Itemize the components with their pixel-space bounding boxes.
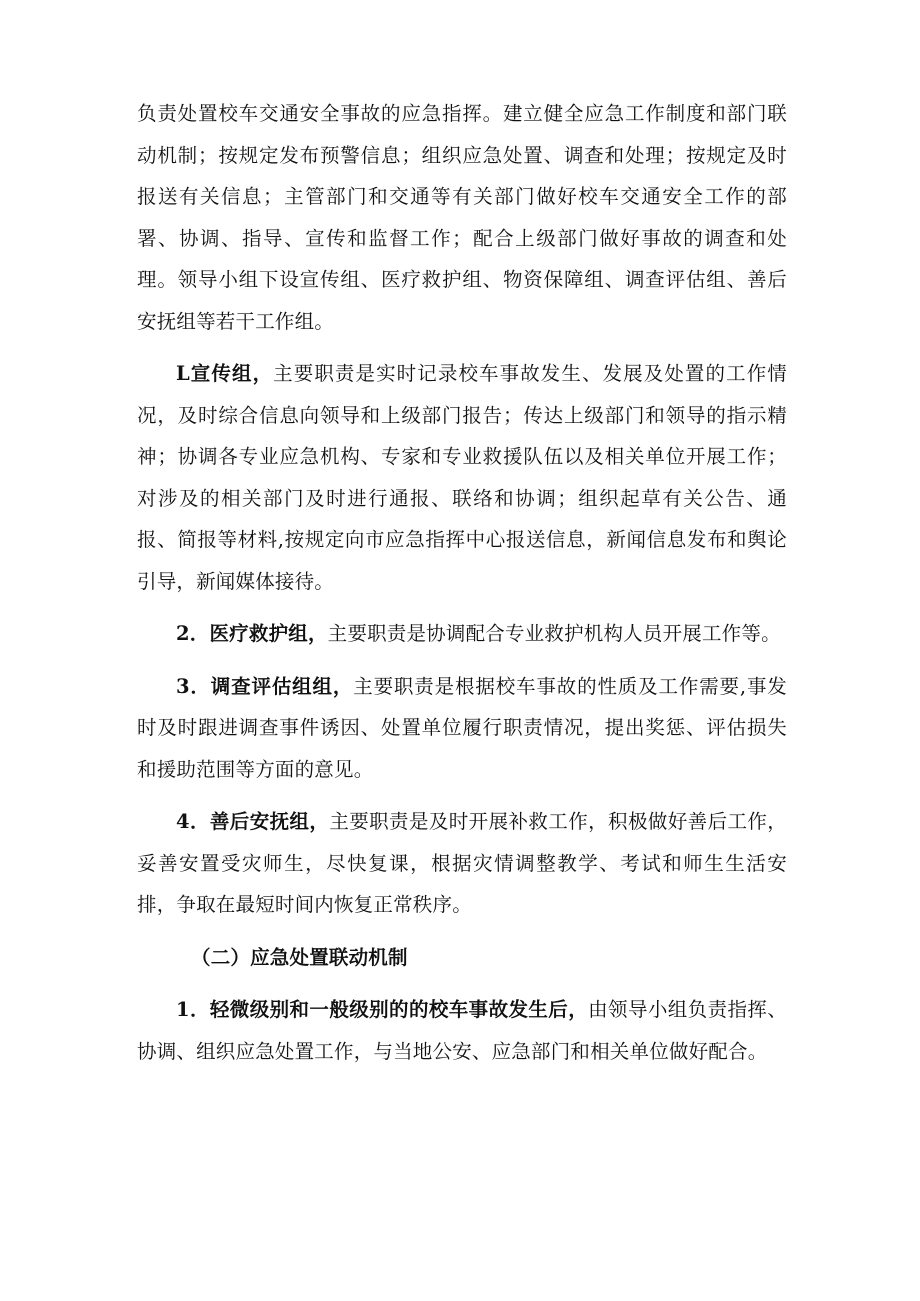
- paragraph-lead: 4．善后安抚组，: [176, 810, 330, 833]
- paragraph-lead: 1．轻微级别和一般级别的的校车事故发生后，: [176, 998, 589, 1021]
- paragraph-investigation-group: [137, 666, 787, 791]
- paragraph-text: 主要职责是根据校车事故的性质及工作需要,事发时及时跟进调查事件诱因、处置单位履行职责情况，提出奖惩、评估损失和援助范围等方面的意见。: [137, 674, 787, 781]
- paragraph-minor-accident: [137, 989, 787, 1072]
- paragraph-lead: L宣传组，: [176, 362, 274, 385]
- section-heading: （二）应急处置联动机制: [191, 945, 408, 969]
- document-body: [137, 93, 787, 1072]
- paragraph-text: 负责处置校车交通安全事故的应急指挥。建立健全应急工作制度和部门联动机制；按规定发布预警信息；组织应急处置、调查和处理；按规定及时报送有关信息；主管部门和交通等有关部门做好校车交通安全工作的部署、协调、指导、宣传和监督工作；配合上级部门做好事故的调查和处理。领导小组下设宣传组、医疗救护组、物资保障组、调查评估组、善后安抚组等若干工作组。: [137, 102, 787, 333]
- paragraph-leadership-duties: [137, 93, 787, 342]
- section-heading-linkage-mechanism: [137, 937, 787, 979]
- paragraph-text: 主要职责是及时开展补救工作，积极做好善后工作，妥善安置受灾师生，尽快复课，根据灾情调整教学、考试和师生生活安排，争取在最短时间内恢复正常秩序。: [137, 810, 787, 916]
- paragraph-aftercare-group: [137, 801, 787, 926]
- paragraph-medical-group: [137, 613, 787, 655]
- paragraph-text: 主要职责是实时记录校车事故发生、发展及处置的工作情况，及时综合信息向领导和上级部门报告；传达上级部门和领导的指示精神；协调各专业应急机构、专家和专业救援队伍以及相关单位开展工作；对涉及的相关部门及时进行通报、联络和协调；组织起草有关公告、通报、简报等材料,按规定向市应急指挥中心报送信息，新闻信息发布和舆论引导，新闻媒体接待。: [137, 362, 787, 593]
- paragraph-text: 由领导小组负责指挥、协调、组织应急处置工作，与当地公安、应急部门和相关单位做好配合。: [137, 998, 787, 1063]
- paragraph-publicity-group: [137, 353, 787, 602]
- paragraph-lead: 2．医疗救护组，: [176, 622, 328, 645]
- paragraph-text: 主要职责是协调配合专业救护机构人员开展工作等。: [327, 622, 781, 645]
- paragraph-lead: 3．调查评估组组，: [176, 674, 354, 698]
